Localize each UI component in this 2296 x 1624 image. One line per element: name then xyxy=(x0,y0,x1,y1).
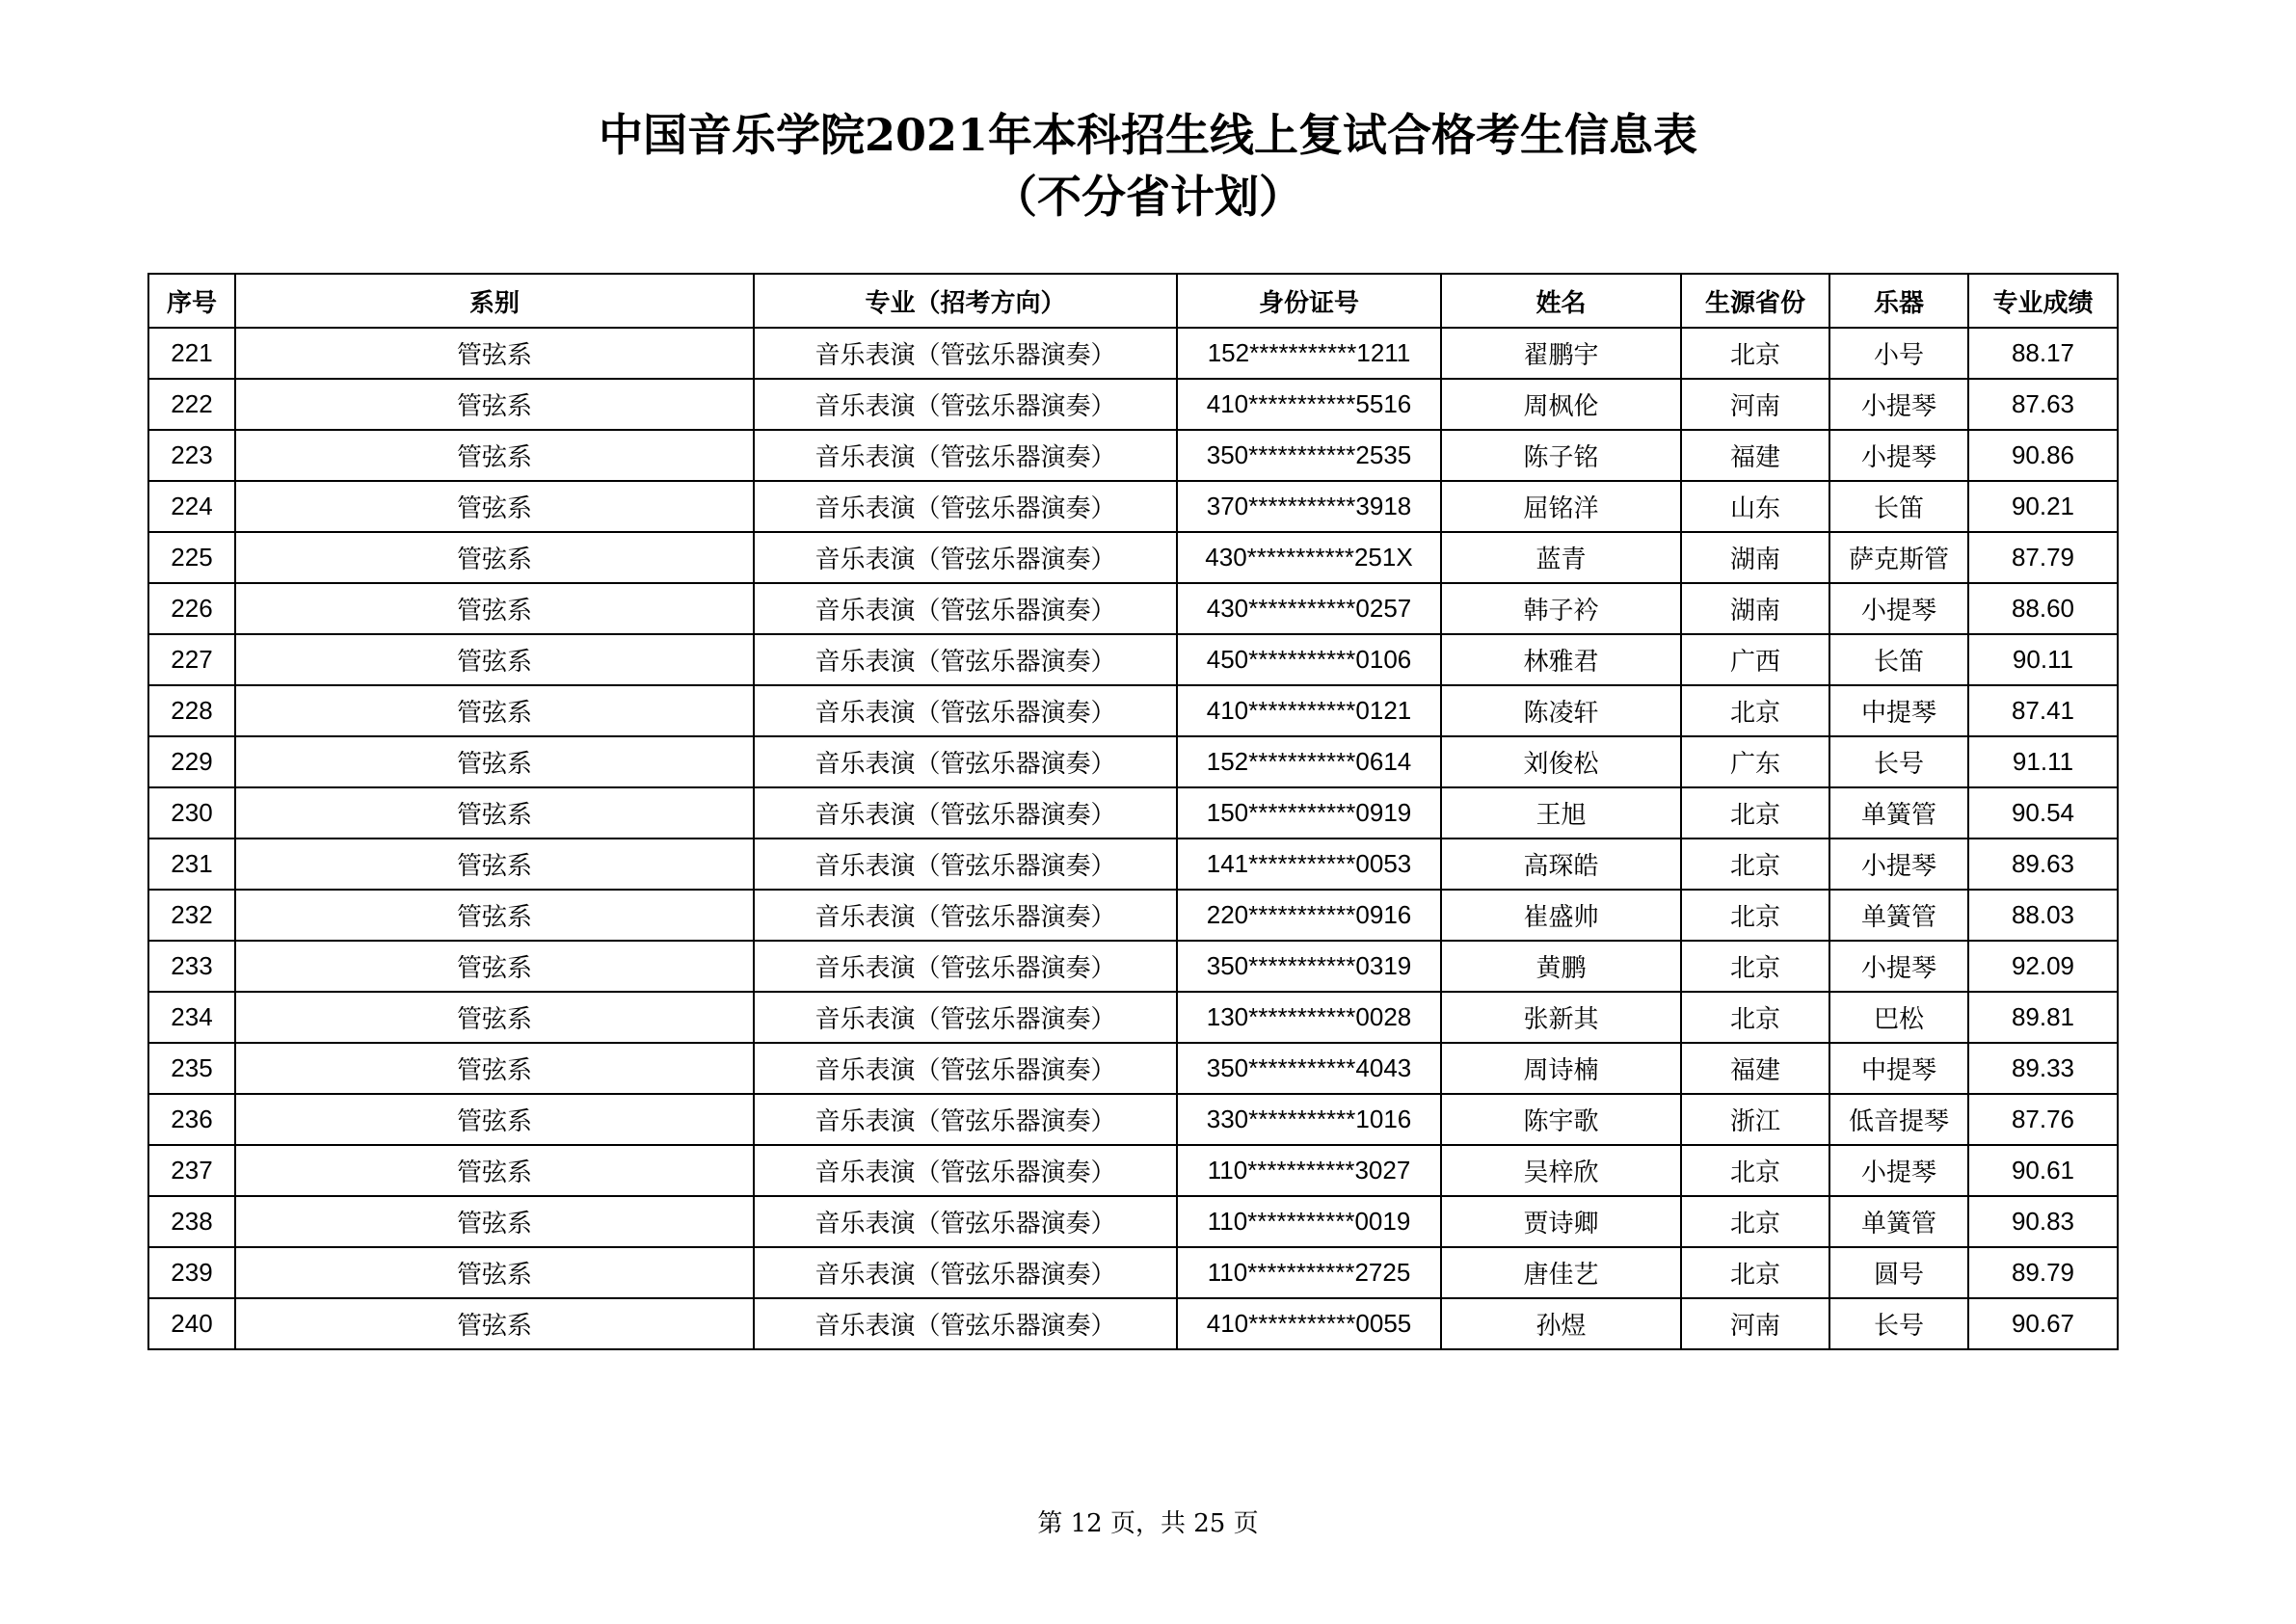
cell-name: 翟鹏宇 xyxy=(1441,328,1681,379)
cell-major: 音乐表演（管弦乐器演奏） xyxy=(754,787,1177,839)
page-footer: 第 12 页，共 25 页 xyxy=(1037,1509,1259,1538)
cell-province: 山东 xyxy=(1681,481,1829,532)
cell-major: 音乐表演（管弦乐器演奏） xyxy=(754,328,1177,379)
cell-province: 湖南 xyxy=(1681,532,1829,583)
table-row xyxy=(148,736,2118,787)
header-id-number: 身份证号 xyxy=(1177,274,1441,328)
table-row xyxy=(148,532,2118,583)
cell-department: 管弦系 xyxy=(235,328,754,379)
cell-seq: 226 xyxy=(148,583,235,634)
cell-name: 黄鹏 xyxy=(1441,941,1681,992)
cell-instrument: 中提琴 xyxy=(1829,685,1968,736)
cell-department: 管弦系 xyxy=(235,430,754,481)
cell-id-number: 410***********0055 xyxy=(1177,1298,1441,1349)
table-row xyxy=(148,379,2118,430)
table-row xyxy=(148,941,2118,992)
cell-seq: 237 xyxy=(148,1145,235,1196)
cell-department: 管弦系 xyxy=(235,1298,754,1349)
cell-major: 音乐表演（管弦乐器演奏） xyxy=(754,1298,1177,1349)
cell-seq: 234 xyxy=(148,992,235,1043)
cell-score: 92.09 xyxy=(1968,941,2118,992)
cell-id-number: 110***********0019 xyxy=(1177,1196,1441,1247)
cell-major: 音乐表演（管弦乐器演奏） xyxy=(754,992,1177,1043)
cell-id-number: 130***********0028 xyxy=(1177,992,1441,1043)
cell-instrument: 单簧管 xyxy=(1829,787,1968,839)
cell-department: 管弦系 xyxy=(235,941,754,992)
cell-name: 张新其 xyxy=(1441,992,1681,1043)
cell-department: 管弦系 xyxy=(235,736,754,787)
cell-major: 音乐表演（管弦乐器演奏） xyxy=(754,1196,1177,1247)
cell-name: 蓝青 xyxy=(1441,532,1681,583)
cell-seq: 228 xyxy=(148,685,235,736)
table-row xyxy=(148,583,2118,634)
table-row xyxy=(148,430,2118,481)
cell-instrument: 巴松 xyxy=(1829,992,1968,1043)
cell-name: 韩子衿 xyxy=(1441,583,1681,634)
cell-department: 管弦系 xyxy=(235,583,754,634)
cell-score: 90.11 xyxy=(1968,634,2118,685)
cell-major: 音乐表演（管弦乐器演奏） xyxy=(754,941,1177,992)
table-row xyxy=(148,1196,2118,1247)
cell-province: 北京 xyxy=(1681,890,1829,941)
cell-id-number: 220***********0916 xyxy=(1177,890,1441,941)
table-row xyxy=(148,890,2118,941)
header-major: 专业（招考方向） xyxy=(754,274,1177,328)
cell-department: 管弦系 xyxy=(235,685,754,736)
cell-instrument: 长号 xyxy=(1829,736,1968,787)
cell-major: 音乐表演（管弦乐器演奏） xyxy=(754,379,1177,430)
cell-instrument: 小提琴 xyxy=(1829,430,1968,481)
cell-name: 周诗楠 xyxy=(1441,1043,1681,1094)
cell-id-number: 430***********251X xyxy=(1177,532,1441,583)
cell-score: 87.41 xyxy=(1968,685,2118,736)
header-department: 系别 xyxy=(235,274,754,328)
cell-seq: 235 xyxy=(148,1043,235,1094)
cell-major: 音乐表演（管弦乐器演奏） xyxy=(754,1094,1177,1145)
cell-province: 福建 xyxy=(1681,1043,1829,1094)
cell-province: 北京 xyxy=(1681,328,1829,379)
cell-department: 管弦系 xyxy=(235,1145,754,1196)
cell-province: 浙江 xyxy=(1681,1094,1829,1145)
cell-name: 孙煜 xyxy=(1441,1298,1681,1349)
cell-province: 福建 xyxy=(1681,430,1829,481)
cell-seq: 232 xyxy=(148,890,235,941)
cell-department: 管弦系 xyxy=(235,634,754,685)
cell-score: 88.60 xyxy=(1968,583,2118,634)
candidate-table xyxy=(147,273,2119,1350)
cell-id-number: 150***********0919 xyxy=(1177,787,1441,839)
cell-score: 90.21 xyxy=(1968,481,2118,532)
cell-major: 音乐表演（管弦乐器演奏） xyxy=(754,583,1177,634)
cell-province: 广东 xyxy=(1681,736,1829,787)
table-row xyxy=(148,634,2118,685)
cell-instrument: 长笛 xyxy=(1829,481,1968,532)
cell-major: 音乐表演（管弦乐器演奏） xyxy=(754,430,1177,481)
header-province: 生源省份 xyxy=(1681,274,1829,328)
table-row xyxy=(148,1145,2118,1196)
table-row xyxy=(148,1298,2118,1349)
document-title: 中国音乐学院2021年本科招生线上复试合格考生信息表 xyxy=(598,109,1698,161)
cell-id-number: 370***********3918 xyxy=(1177,481,1441,532)
cell-department: 管弦系 xyxy=(235,890,754,941)
cell-seq: 222 xyxy=(148,379,235,430)
cell-id-number: 350***********2535 xyxy=(1177,430,1441,481)
cell-department: 管弦系 xyxy=(235,532,754,583)
cell-department: 管弦系 xyxy=(235,1196,754,1247)
cell-province: 湖南 xyxy=(1681,583,1829,634)
cell-province: 广西 xyxy=(1681,634,1829,685)
cell-id-number: 350***********0319 xyxy=(1177,941,1441,992)
cell-instrument: 小提琴 xyxy=(1829,379,1968,430)
cell-major: 音乐表演（管弦乐器演奏） xyxy=(754,736,1177,787)
table-body xyxy=(148,328,2118,1349)
cell-seq: 224 xyxy=(148,481,235,532)
cell-seq: 240 xyxy=(148,1298,235,1349)
cell-name: 刘俊松 xyxy=(1441,736,1681,787)
cell-id-number: 450***********0106 xyxy=(1177,634,1441,685)
cell-score: 90.86 xyxy=(1968,430,2118,481)
cell-province: 北京 xyxy=(1681,1247,1829,1298)
cell-score: 90.83 xyxy=(1968,1196,2118,1247)
cell-major: 音乐表演（管弦乐器演奏） xyxy=(754,890,1177,941)
cell-seq: 230 xyxy=(148,787,235,839)
table-row xyxy=(148,839,2118,890)
cell-instrument: 中提琴 xyxy=(1829,1043,1968,1094)
cell-name: 周枫伦 xyxy=(1441,379,1681,430)
cell-score: 87.76 xyxy=(1968,1094,2118,1145)
table-row xyxy=(148,685,2118,736)
cell-major: 音乐表演（管弦乐器演奏） xyxy=(754,685,1177,736)
cell-department: 管弦系 xyxy=(235,481,754,532)
table-row xyxy=(148,787,2118,839)
table-row xyxy=(148,1247,2118,1298)
cell-instrument: 低音提琴 xyxy=(1829,1094,1968,1145)
cell-province: 北京 xyxy=(1681,685,1829,736)
cell-seq: 229 xyxy=(148,736,235,787)
cell-instrument: 圆号 xyxy=(1829,1247,1968,1298)
cell-id-number: 152***********1211 xyxy=(1177,328,1441,379)
cell-major: 音乐表演（管弦乐器演奏） xyxy=(754,839,1177,890)
cell-major: 音乐表演（管弦乐器演奏） xyxy=(754,1043,1177,1094)
cell-province: 河南 xyxy=(1681,379,1829,430)
cell-score: 89.81 xyxy=(1968,992,2118,1043)
cell-province: 北京 xyxy=(1681,941,1829,992)
cell-instrument: 小提琴 xyxy=(1829,1145,1968,1196)
header-instrument: 乐器 xyxy=(1829,274,1968,328)
table-row xyxy=(148,481,2118,532)
cell-id-number: 110***********3027 xyxy=(1177,1145,1441,1196)
cell-department: 管弦系 xyxy=(235,1247,754,1298)
cell-score: 88.03 xyxy=(1968,890,2118,941)
cell-major: 音乐表演（管弦乐器演奏） xyxy=(754,1145,1177,1196)
cell-seq: 227 xyxy=(148,634,235,685)
cell-instrument: 长笛 xyxy=(1829,634,1968,685)
cell-instrument: 单簧管 xyxy=(1829,1196,1968,1247)
cell-department: 管弦系 xyxy=(235,992,754,1043)
cell-seq: 233 xyxy=(148,941,235,992)
cell-id-number: 330***********1016 xyxy=(1177,1094,1441,1145)
cell-id-number: 152***********0614 xyxy=(1177,736,1441,787)
cell-instrument: 小提琴 xyxy=(1829,839,1968,890)
cell-department: 管弦系 xyxy=(235,379,754,430)
cell-name: 吴梓欣 xyxy=(1441,1145,1681,1196)
header-seq: 序号 xyxy=(148,274,235,328)
cell-major: 音乐表演（管弦乐器演奏） xyxy=(754,481,1177,532)
cell-province: 北京 xyxy=(1681,787,1829,839)
cell-department: 管弦系 xyxy=(235,1043,754,1094)
cell-instrument: 小提琴 xyxy=(1829,941,1968,992)
cell-province: 河南 xyxy=(1681,1298,1829,1349)
cell-score: 87.63 xyxy=(1968,379,2118,430)
cell-name: 唐佳艺 xyxy=(1441,1247,1681,1298)
cell-name: 陈凌轩 xyxy=(1441,685,1681,736)
cell-seq: 221 xyxy=(148,328,235,379)
cell-instrument: 小号 xyxy=(1829,328,1968,379)
cell-department: 管弦系 xyxy=(235,839,754,890)
document-title-block xyxy=(0,104,2296,227)
cell-name: 高琛皓 xyxy=(1441,839,1681,890)
cell-province: 北京 xyxy=(1681,1145,1829,1196)
table-row xyxy=(148,1094,2118,1145)
table-row xyxy=(148,992,2118,1043)
cell-score: 89.33 xyxy=(1968,1043,2118,1094)
cell-id-number: 410***********0121 xyxy=(1177,685,1441,736)
cell-major: 音乐表演（管弦乐器演奏） xyxy=(754,1247,1177,1298)
cell-id-number: 350***********4043 xyxy=(1177,1043,1441,1094)
cell-seq: 223 xyxy=(148,430,235,481)
cell-seq: 225 xyxy=(148,532,235,583)
cell-id-number: 110***********2725 xyxy=(1177,1247,1441,1298)
cell-score: 89.63 xyxy=(1968,839,2118,890)
cell-instrument: 长号 xyxy=(1829,1298,1968,1349)
header-score: 专业成绩 xyxy=(1968,274,2118,328)
cell-province: 北京 xyxy=(1681,1196,1829,1247)
cell-name: 屈铭洋 xyxy=(1441,481,1681,532)
cell-score: 90.54 xyxy=(1968,787,2118,839)
cell-instrument: 萨克斯管 xyxy=(1829,532,1968,583)
cell-id-number: 141***********0053 xyxy=(1177,839,1441,890)
cell-name: 王旭 xyxy=(1441,787,1681,839)
table-row xyxy=(148,1043,2118,1094)
cell-seq: 239 xyxy=(148,1247,235,1298)
cell-instrument: 单簧管 xyxy=(1829,890,1968,941)
cell-major: 音乐表演（管弦乐器演奏） xyxy=(754,634,1177,685)
cell-name: 陈子铭 xyxy=(1441,430,1681,481)
cell-id-number: 430***********0257 xyxy=(1177,583,1441,634)
cell-seq: 236 xyxy=(148,1094,235,1145)
cell-score: 90.67 xyxy=(1968,1298,2118,1349)
cell-name: 崔盛帅 xyxy=(1441,890,1681,941)
cell-seq: 238 xyxy=(148,1196,235,1247)
cell-department: 管弦系 xyxy=(235,1094,754,1145)
cell-score: 89.79 xyxy=(1968,1247,2118,1298)
cell-name: 林雅君 xyxy=(1441,634,1681,685)
cell-major: 音乐表演（管弦乐器演奏） xyxy=(754,532,1177,583)
table-header-row xyxy=(148,274,2118,328)
cell-department: 管弦系 xyxy=(235,787,754,839)
cell-id-number: 410***********5516 xyxy=(1177,379,1441,430)
cell-score: 91.11 xyxy=(1968,736,2118,787)
header-name: 姓名 xyxy=(1441,274,1681,328)
cell-score: 90.61 xyxy=(1968,1145,2118,1196)
cell-instrument: 小提琴 xyxy=(1829,583,1968,634)
cell-score: 88.17 xyxy=(1968,328,2118,379)
cell-province: 北京 xyxy=(1681,839,1829,890)
cell-province: 北京 xyxy=(1681,992,1829,1043)
document-subtitle: （不分省计划） xyxy=(993,171,1303,223)
cell-name: 贾诗卿 xyxy=(1441,1196,1681,1247)
cell-seq: 231 xyxy=(148,839,235,890)
table-row xyxy=(148,328,2118,379)
cell-score: 87.79 xyxy=(1968,532,2118,583)
cell-name: 陈宇歌 xyxy=(1441,1094,1681,1145)
